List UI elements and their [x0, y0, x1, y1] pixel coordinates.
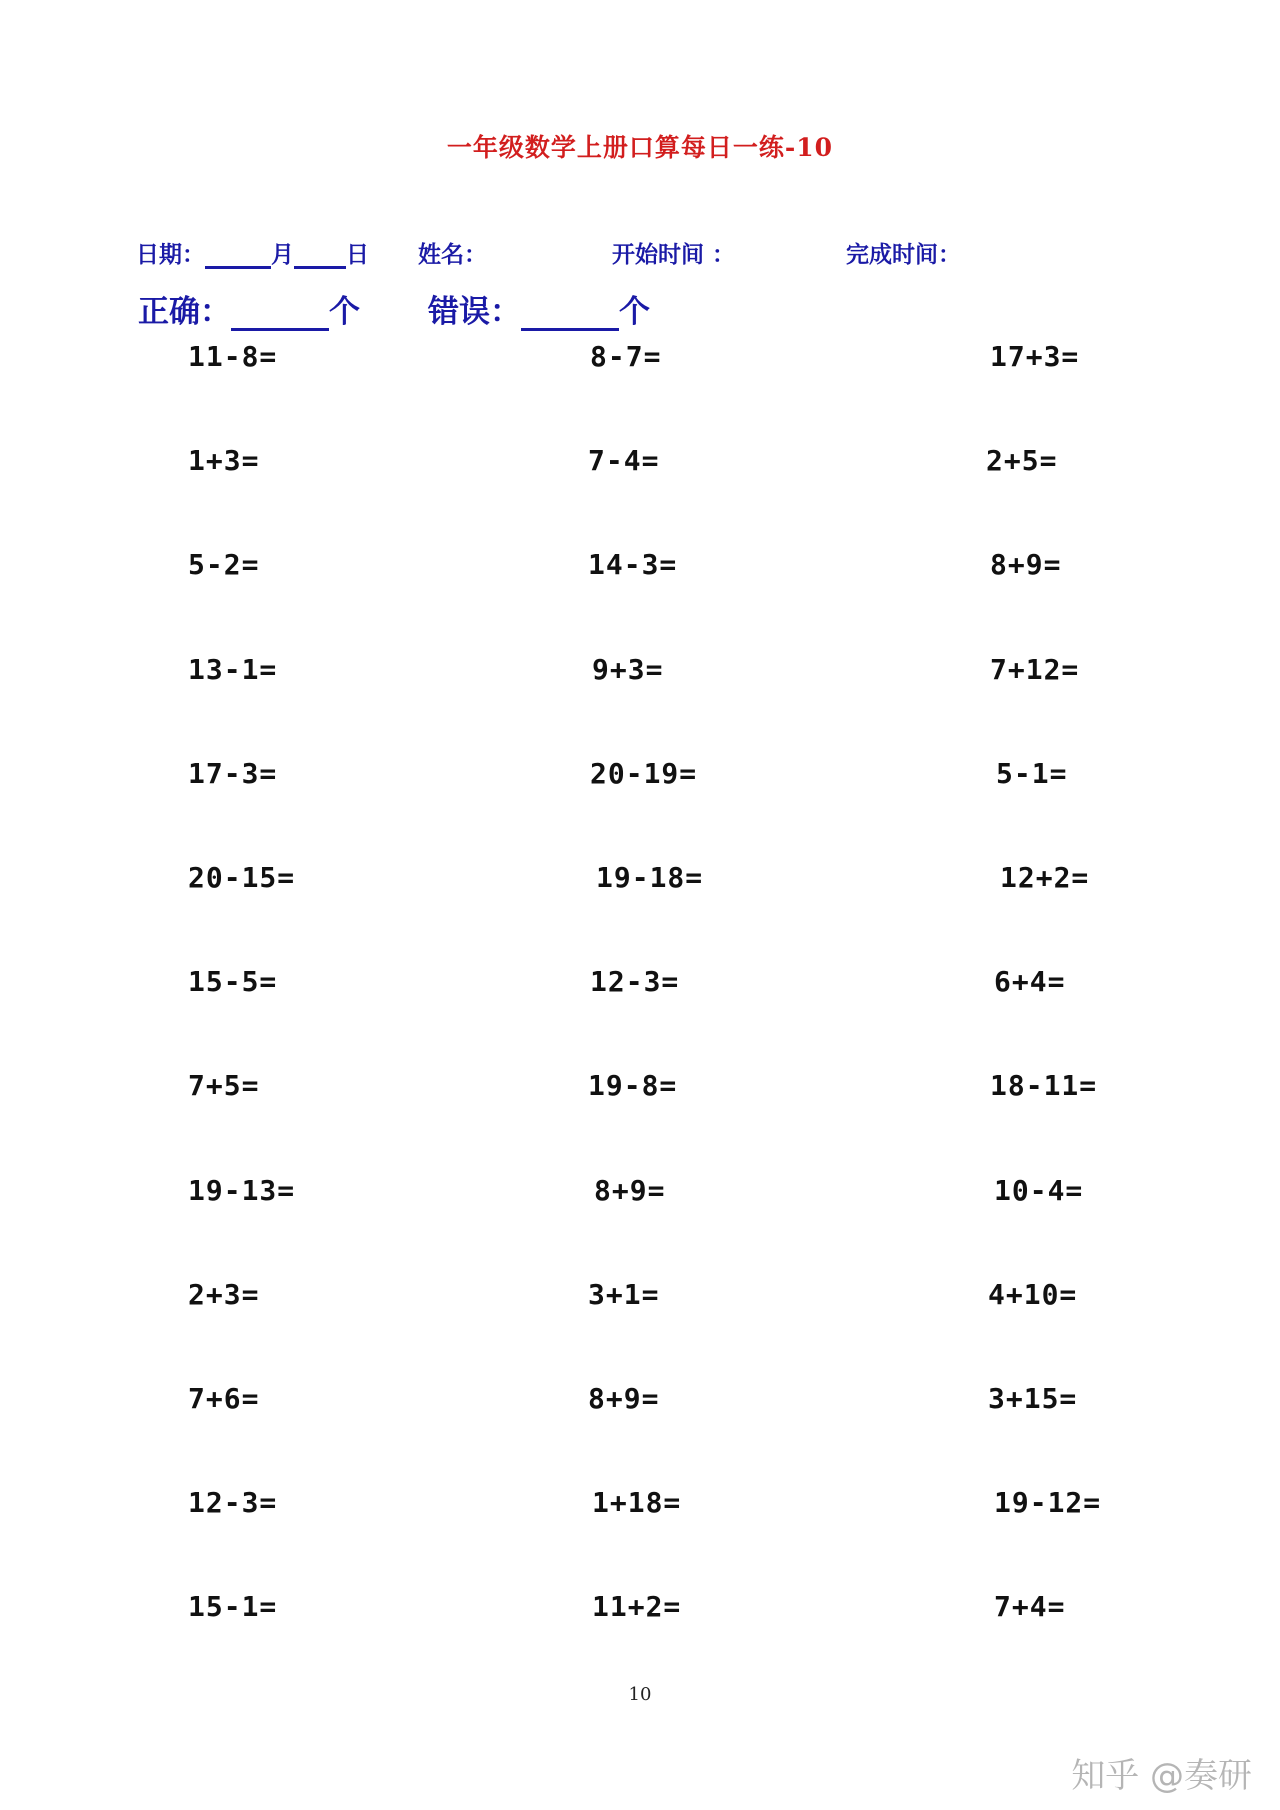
month-label: 月 — [271, 241, 294, 268]
problem-r6-c3: 12+2= — [1000, 861, 1090, 894]
problem-r9-c1: 19-13= — [188, 1174, 296, 1207]
problem-r6-c2: 19-18= — [596, 861, 704, 894]
correct-count-field — [138, 286, 360, 331]
month-blank — [205, 240, 271, 269]
wrong-count-field — [428, 286, 650, 331]
date-label: 日期： — [136, 241, 205, 268]
problem-r8-c3: 18-11= — [990, 1069, 1098, 1102]
problem-r2-c1: 1+3= — [188, 444, 260, 477]
problem-r13-c1: 15-1= — [188, 1590, 278, 1623]
correct-unit: 个 — [329, 294, 360, 330]
problem-r8-c2: 19-8= — [588, 1069, 678, 1102]
problem-r10-c1: 2+3= — [188, 1278, 260, 1311]
problem-r9-c3: 10-4= — [994, 1174, 1084, 1207]
problem-r12-c2: 1+18= — [592, 1486, 682, 1519]
problem-r12-c1: 12-3= — [188, 1486, 278, 1519]
finish-time-label: 完成时间： — [846, 241, 961, 268]
problem-r5-c2: 20-19= — [590, 757, 698, 790]
problem-r4-c3: 7+12= — [990, 653, 1080, 686]
worksheet-title: 一年级数学上册口算每日一练-10 — [446, 133, 834, 162]
problem-r2-c3: 2+5= — [986, 444, 1058, 477]
problem-r13-c3: 7+4= — [994, 1590, 1066, 1623]
correct-label: 正确： — [138, 294, 231, 330]
problem-r4-c2: 9+3= — [592, 653, 664, 686]
date-field — [136, 236, 369, 269]
wrong-blank — [521, 294, 619, 331]
problem-r11-c3: 3+15= — [988, 1382, 1078, 1415]
wrong-label: 错误： — [428, 294, 521, 330]
problem-r1-c2: 8-7= — [590, 340, 662, 373]
problem-r11-c1: 7+6= — [188, 1382, 260, 1415]
problem-r4-c1: 13-1= — [188, 653, 278, 686]
watermark: 知乎 @奏研 — [1071, 1756, 1252, 1796]
problem-r10-c2: 3+1= — [588, 1278, 660, 1311]
wrong-unit: 个 — [619, 294, 650, 330]
problem-r3-c2: 14-3= — [588, 548, 678, 581]
day-label: 日 — [346, 241, 369, 268]
problem-r5-c1: 17-3= — [188, 757, 278, 790]
start-time-label: 开始时间 ： — [612, 241, 736, 268]
correct-blank — [231, 294, 329, 331]
problem-r3-c1: 5-2= — [188, 548, 260, 581]
problem-r10-c3: 4+10= — [988, 1278, 1078, 1311]
problem-r7-c2: 12-3= — [590, 965, 680, 998]
problem-r8-c1: 7+5= — [188, 1069, 260, 1102]
problem-r13-c2: 11+2= — [592, 1590, 682, 1623]
page-number: 10 — [628, 1684, 652, 1705]
problem-r7-c3: 6+4= — [994, 965, 1066, 998]
problem-r1-c1: 11-8= — [188, 340, 278, 373]
problem-r9-c2: 8+9= — [594, 1174, 666, 1207]
name-label: 姓名： — [418, 241, 487, 268]
problem-r3-c3: 8+9= — [990, 548, 1062, 581]
problem-r5-c3: 5-1= — [996, 757, 1068, 790]
problem-r1-c3: 17+3= — [990, 340, 1080, 373]
problem-r7-c1: 15-5= — [188, 965, 278, 998]
day-blank — [294, 240, 346, 269]
problem-r12-c3: 19-12= — [994, 1486, 1102, 1519]
problem-r11-c2: 8+9= — [588, 1382, 660, 1415]
problem-r2-c2: 7-4= — [588, 444, 660, 477]
problem-r6-c1: 20-15= — [188, 861, 296, 894]
